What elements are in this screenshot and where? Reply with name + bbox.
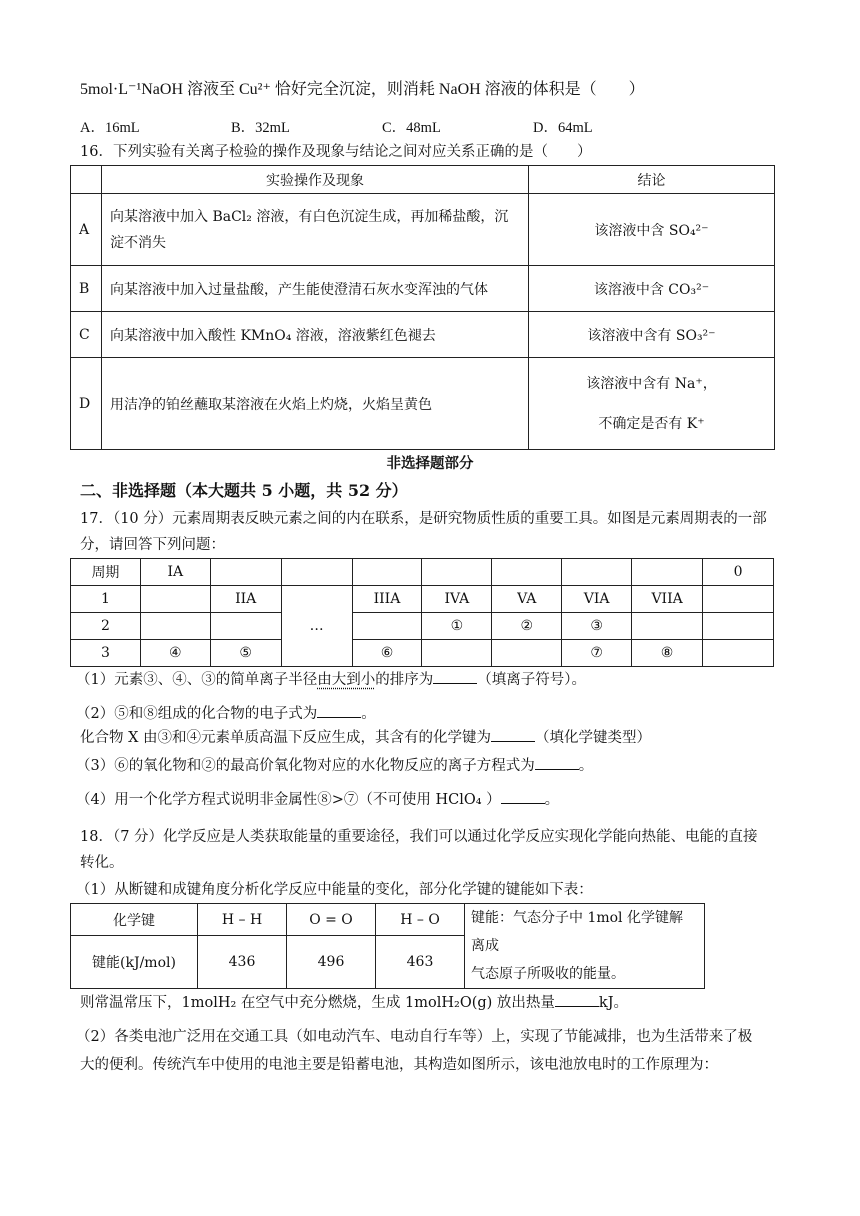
pt-ellipsis: … [281,586,352,667]
pt-cell: 1 [71,586,141,613]
pt-cell [210,613,281,640]
q18-stem-line1: 18．（7 分）化学反应是人类获取能量的重要途径，我们可以通过化学反应实现化学能向热能、电能的直接 [80,829,758,845]
pt-cell: VIA [562,586,632,613]
q15-option-c: C．48mL [382,120,441,136]
pt-cell [422,559,492,586]
q15-option-b: B．32mL [231,120,290,136]
q16-row-conc: 该溶液中含 CO₃²⁻ [529,266,775,312]
pt-cell: 2 [71,613,141,640]
pt-cell: 周期 [71,559,141,586]
q16-row-op: 向某溶液中加入 BaCl₂ 溶液，有白色沉淀生成，再加稀盐酸，沉淀不消失 [102,194,529,266]
q17-sub2x-b: （填化学键类型） [535,730,652,746]
pt-cell [492,640,562,667]
q17-sub1-c: 的排序为 [375,672,434,688]
pt-cell: IIIA [352,586,422,613]
q16-row-conc-line2: 不确定是否有 K⁺ [598,415,705,432]
q18-sub1: （1）从断键和成键角度分析化学反应中能量的变化，部分化学键的键能如下表： [76,882,593,898]
q17-sub2 [76,703,376,724]
q16-row-label: D [71,358,102,450]
q18-sub2-line2: 大的便利。传统汽车中使用的电池主要是铅蓄电池，其构造如图所示，该电池放电时的工作原理为： [80,1057,718,1073]
answer-blank[interactable] [535,755,579,770]
q17-sub1-d: （填离子符号）。 [477,672,586,688]
section-title: 非选择题部分 [386,455,474,472]
q16-row-conc: 该溶液中含有 SO₃²⁻ [529,312,775,358]
q16-stem: 16．下列实验有关离子检验的操作及现象与结论之间对应关系正确的是（ ） [80,144,592,160]
pt-cell [632,613,703,640]
q17-stem-line2: 分，请回答下列问题： [80,537,225,553]
q18-sub1b [80,992,628,1013]
pt-cell: ⑥ [352,640,422,667]
q17-sub2-b: 。 [361,706,376,722]
q18-stem-line2: 转化。 [80,855,124,871]
pt-cell [422,640,492,667]
q17-sub2x [80,727,651,748]
pt-cell: VA [492,586,562,613]
answer-blank[interactable] [317,703,361,718]
q17-sub1-emph: 由大到小 [317,672,376,688]
pt-cell [281,559,352,586]
bond-value: 496 [287,936,376,989]
bond-header: H – H [198,904,287,936]
q16-row-op: 用洁净的铂丝蘸取某溶液在火焰上灼烧，火焰呈黄色 [102,358,529,450]
pt-cell: IA [140,559,210,586]
section-heading: 二、非选择题（本大题共 5 小题，共 52 分） [80,481,408,500]
q16-row-label: C [71,312,102,358]
q15-option-a: A．16mL [80,120,140,136]
q17-sub3-a: （3）⑥的氧化物和②的最高价氧化物对应的水化物反应的离子方程式为 [76,758,535,774]
pt-cell: 3 [71,640,141,667]
pt-cell [703,613,774,640]
pt-cell: ① [422,613,492,640]
pt-cell [703,640,774,667]
q16-row-conc: 该溶液中含 SO₄²⁻ [529,194,775,266]
q18-sub1b-b: kJ。 [598,995,629,1011]
answer-blank[interactable] [433,669,477,684]
q17-sub4-b: 。 [544,792,560,808]
pt-cell [352,559,422,586]
pt-cell: 0 [703,559,774,586]
bond-note [465,904,705,989]
pt-cell [492,559,562,586]
bond-header: O = O [287,904,376,936]
bond-note-line2: 气态原子所吸收的能量。 [471,966,625,982]
bond-header: 化学键 [71,904,198,936]
q16-header-op: 实验操作及现象 [102,166,529,194]
q17-sub4 [76,789,559,810]
bond-value-label: 键能(kJ/mol) [71,936,198,989]
answer-blank[interactable] [491,727,535,742]
pt-cell [210,559,281,586]
pt-cell [352,613,422,640]
answer-blank[interactable] [555,992,599,1007]
pt-cell: ⑧ [632,640,703,667]
pt-cell [562,559,632,586]
q15-option-d: D．64mL [533,120,593,136]
q17-sub4-a: （4）用一个化学方程式说明非金属性⑧>⑦（不可使用 HClO₄ ） [76,792,501,808]
q16-row-conc [529,358,775,450]
pt-cell [632,559,703,586]
q17-sub2x-a: 化合物 X 由③和④元素单质高温下反应生成，其含有的化学键为 [80,730,492,746]
pt-cell: ② [492,613,562,640]
q16-row-label: A [71,194,102,266]
pt-cell: ③ [562,613,632,640]
q16-table [70,165,775,450]
q15-tail-text: 5mol·L⁻¹NaOH 溶液至 Cu²⁺ 恰好完全沉淀，则消耗 NaOH 溶液的体积是（ ） [80,81,645,98]
periodic-table [70,558,774,667]
q17-sub3 [76,755,593,776]
q17-sub2-a: （2）⑤和⑧组成的化合物的电子式为 [76,706,318,722]
pt-cell: ④ [140,640,210,667]
q16-row-label: B [71,266,102,312]
q17-sub1 [76,669,586,690]
q17-stem-line1: 17．（10 分）元素周期表反映元素之间的内在联系，是研究物质性质的重要工具。如图是元素周期表的一部 [80,511,767,527]
pt-cell: VIIA [632,586,703,613]
pt-cell [703,586,774,613]
pt-cell [140,613,210,640]
q18-sub1b-a: 则常温常压下，1molH₂ 在空气中充分燃烧，生成 1molH₂O(g) 放出热量 [80,995,555,1011]
q16-row-conc-line1: 该溶液中含有 Na⁺， [586,375,717,392]
pt-cell [140,586,210,613]
q17-sub1-a: （1）元素③、④、③的简单离子半径 [76,672,318,688]
q18-sub2-line1: （2）各类电池广泛用在交通工具（如电动汽车、电动自行车等）上，实现了节能减排，也为生活带来了极 [76,1029,753,1045]
q16-header-blank [71,166,102,194]
bond-value: 436 [198,936,287,989]
bond-note-line1: 键能：气态分子中 1mol 化学键解离成 [471,910,683,954]
pt-cell: IVA [422,586,492,613]
pt-cell: ⑤ [210,640,281,667]
answer-blank[interactable] [501,789,545,804]
bond-value: 463 [376,936,465,989]
pt-cell: ⑦ [562,640,632,667]
bond-energy-table [70,903,705,989]
q16-header-conc: 结论 [529,166,775,194]
bond-header: H – O [376,904,465,936]
q16-row-op: 向某溶液中加入过量盐酸，产生能使澄清石灰水变浑浊的气体 [102,266,529,312]
q16-row-op: 向某溶液中加入酸性 KMnO₄ 溶液，溶液紫红色褪去 [102,312,529,358]
q17-sub3-b: 。 [578,758,594,774]
pt-cell: IIA [210,586,281,613]
